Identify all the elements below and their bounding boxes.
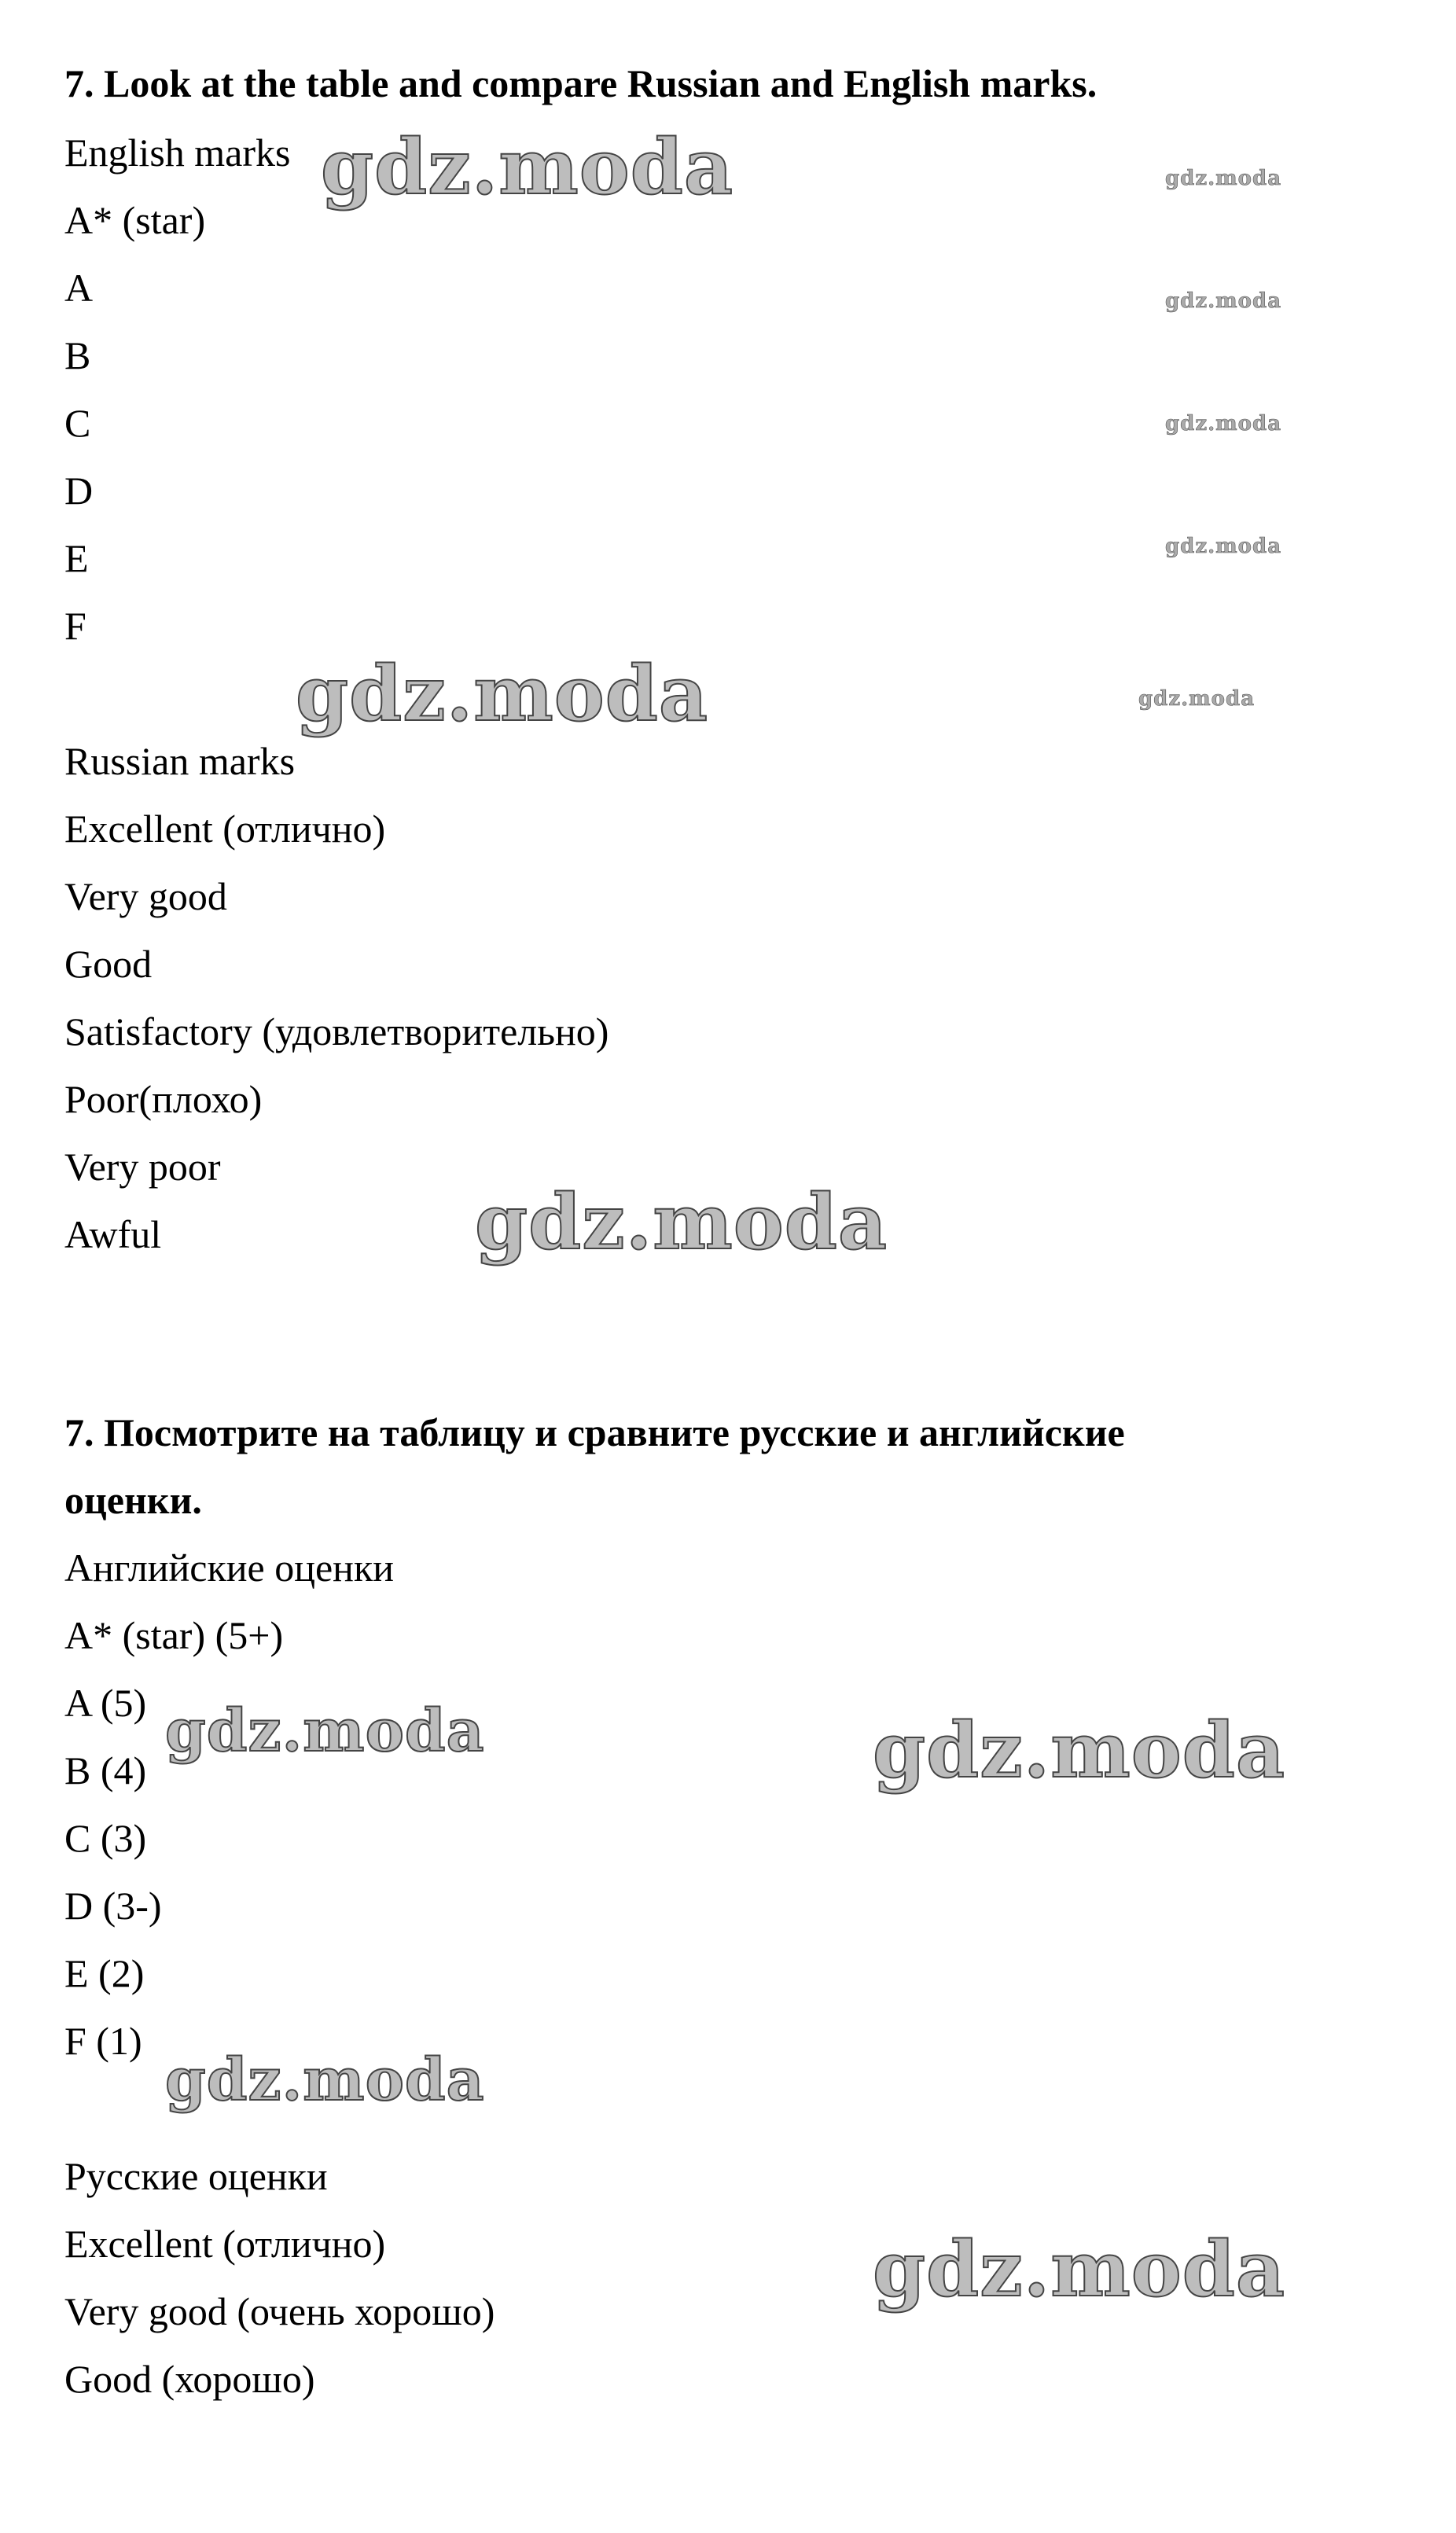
- english-mark-item: A* (star): [64, 198, 206, 242]
- english-mark-item-ru: E (2): [64, 1951, 145, 1995]
- watermark-small: gdz.moda: [1165, 412, 1282, 436]
- watermark-small: gdz.moda: [1165, 167, 1282, 190]
- english-mark-item-ru: A (5): [64, 1681, 147, 1725]
- russian-mark-item: Excellent (отлично): [64, 807, 386, 851]
- watermark: gdz.moda: [296, 649, 709, 738]
- watermark: gdz.moda: [165, 1697, 485, 1765]
- russian-mark-item: Very good: [64, 874, 227, 918]
- watermark-small: gdz.moda: [1138, 687, 1256, 711]
- watermark: gdz.moda: [165, 2046, 485, 2114]
- english-mark-item-ru: C (3): [64, 1816, 147, 1860]
- russian-mark-item: Poor(плохо): [64, 1077, 263, 1121]
- watermark: gdz.moda: [873, 1706, 1286, 1795]
- section-title-ru-cont: оценки.: [64, 1478, 202, 1522]
- english-mark-item: E: [64, 536, 89, 580]
- watermark-small: gdz.moda: [1165, 289, 1282, 313]
- russian-mark-item-ru: Good (хорошо): [64, 2357, 315, 2401]
- english-mark-item: A: [64, 266, 94, 310]
- english-mark-item: D: [64, 469, 94, 513]
- english-mark-item-ru: F (1): [64, 2019, 142, 2063]
- watermark: gdz.moda: [321, 123, 734, 211]
- english-mark-item: C: [64, 401, 91, 445]
- english-mark-item-ru: D (3-): [64, 1884, 162, 1928]
- russian-mark-item-ru: Very good (очень хорошо): [64, 2289, 495, 2333]
- english-mark-item: B: [64, 333, 91, 377]
- english-marks-heading-ru: Английские оценки: [64, 1546, 394, 1590]
- russian-mark-item: Very poor: [64, 1145, 221, 1189]
- section-title-en: 7. Look at the table and compare Russian and English marks.: [64, 61, 1098, 105]
- english-mark-item: F: [64, 604, 86, 648]
- watermark: gdz.moda: [873, 2225, 1286, 2314]
- russian-mark-item-ru: Excellent (отлично): [64, 2222, 386, 2266]
- english-marks-heading: English marks: [64, 131, 291, 175]
- russian-marks-heading-ru: Русские оценки: [64, 2154, 328, 2198]
- watermark: gdz.moda: [475, 1178, 888, 1266]
- section-title-ru: 7. Посмотрите на таблицу и сравните русские и английские: [64, 1410, 1125, 1454]
- english-mark-item-ru: B (4): [64, 1748, 147, 1792]
- russian-marks-heading: Russian marks: [64, 739, 296, 783]
- english-mark-item-ru: A* (star) (5+): [64, 1613, 284, 1657]
- russian-mark-item: Good: [64, 942, 153, 986]
- watermark-small: gdz.moda: [1165, 535, 1282, 558]
- russian-mark-item: Awful: [64, 1212, 162, 1256]
- russian-mark-item: Satisfactory (удовлетворительно): [64, 1009, 609, 1053]
